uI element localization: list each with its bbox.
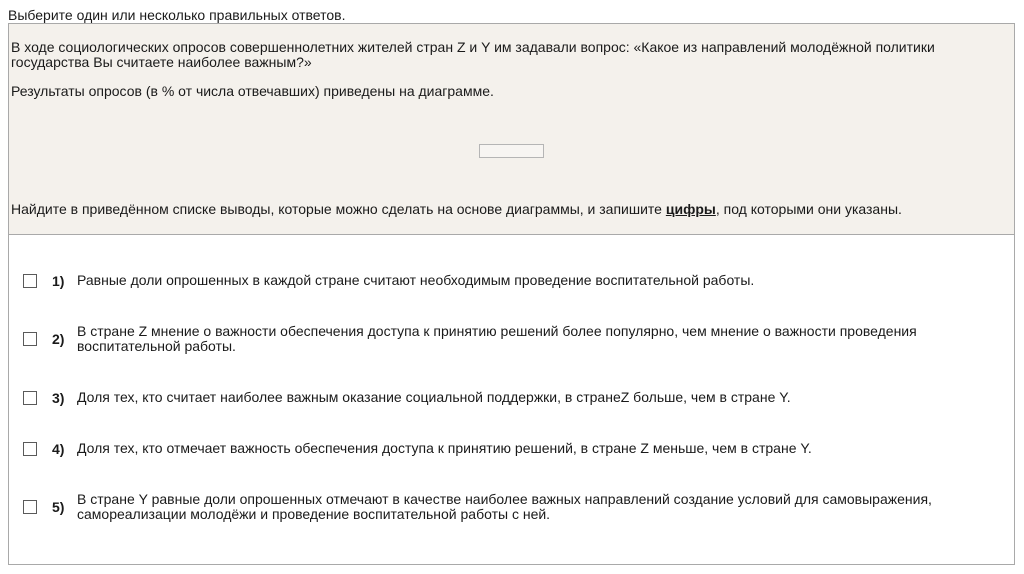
task-emphasis: цифры — [665, 201, 716, 217]
option-text: В стране Y равные доли опрошенных отмечают в качестве наиболее важных направлений создание условий для самовыражения, самореализации молодёжи и проведение воспитательной работы с ней. — [77, 491, 932, 522]
instruction-text: Выберите один или несколько правильных ответов. — [8, 7, 346, 23]
option-checkbox[interactable] — [23, 332, 37, 346]
option-number: 4) — [52, 441, 65, 457]
task-text-before: Найдите в приведённом списке выводы, которые можно сделать на основе диаграммы, и запишите — [11, 201, 666, 217]
task-text-after: , под которыми они указаны. — [715, 201, 902, 217]
option-checkbox[interactable] — [23, 500, 37, 514]
chart-image-placeholder — [479, 144, 544, 158]
option-text: В стране Z мнение о важности обеспечения доступа к принятию решений более популярно, чем мнение о важности проведения воспитательной работы. — [77, 323, 917, 354]
option-number: 1) — [52, 273, 65, 289]
question-block — [9, 24, 1014, 235]
option-checkbox[interactable] — [23, 274, 37, 288]
option-text: Равные доли опрошенных в каждой стране считают необходимым проведение воспитательной работы. — [77, 272, 755, 288]
question-paragraph-2: Результаты опросов (в % от числа отвечавших) приведены на диаграмме. — [11, 83, 494, 99]
option-number: 2) — [52, 331, 65, 347]
option-text: Доля тех, кто считает наиболее важным оказание социальной поддержки, в странеZ больше, чем в стране Y. — [77, 389, 791, 405]
option-number: 3) — [52, 390, 65, 406]
option-text: Доля тех, кто отмечает важность обеспечения доступа к принятию решений, в стране Z меньше, чем в стране Y. — [77, 440, 812, 456]
question-paragraph-1: В ходе социологических опросов совершеннолетних жителей стран Z и Y им задавали вопрос: «Какое из направлений молодёжной политики государства Вы считаете наиболее важным?» — [11, 39, 935, 70]
option-checkbox[interactable] — [23, 391, 37, 405]
task-text — [11, 202, 1011, 217]
option-number: 5) — [52, 499, 65, 515]
option-checkbox[interactable] — [23, 442, 37, 456]
question-frame — [8, 23, 1015, 565]
